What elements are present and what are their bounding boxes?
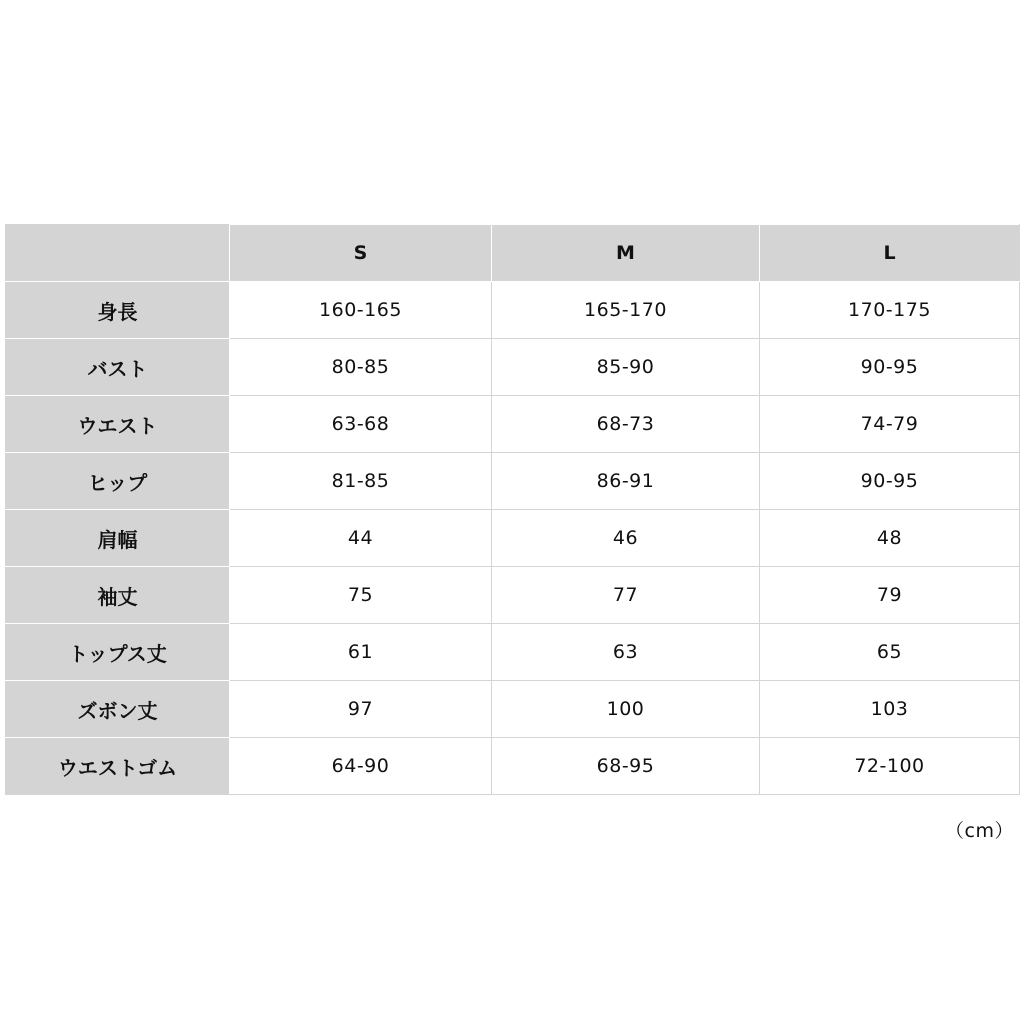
cell-value: 97 xyxy=(230,681,492,738)
cell-value: 48 xyxy=(760,510,1020,567)
cell-value: 44 xyxy=(230,510,492,567)
cell-value: 68-95 xyxy=(492,738,760,795)
row-label-height: 身長 xyxy=(6,282,230,339)
cell-value: 170-175 xyxy=(760,282,1020,339)
header-size-m: M xyxy=(492,225,760,282)
table-row xyxy=(6,339,1020,396)
cell-value: 81-85 xyxy=(230,453,492,510)
cell-value: 79 xyxy=(760,567,1020,624)
table-row xyxy=(6,282,1020,339)
row-label-sleeve-length: 袖丈 xyxy=(6,567,230,624)
table-row xyxy=(6,624,1020,681)
row-label-tops-length: トップス丈 xyxy=(6,624,230,681)
table-row xyxy=(6,567,1020,624)
cell-value: 103 xyxy=(760,681,1020,738)
table-row xyxy=(6,453,1020,510)
row-label-bust: バスト xyxy=(6,339,230,396)
cell-value: 68-73 xyxy=(492,396,760,453)
cell-value: 165-170 xyxy=(492,282,760,339)
cell-value: 61 xyxy=(230,624,492,681)
header-size-l: L xyxy=(760,225,1020,282)
cell-value: 72-100 xyxy=(760,738,1020,795)
cell-value: 160-165 xyxy=(230,282,492,339)
row-label-hip: ヒップ xyxy=(6,453,230,510)
row-label-shoulder-width: 肩幅 xyxy=(6,510,230,567)
cell-value: 90-95 xyxy=(760,453,1020,510)
cell-value: 80-85 xyxy=(230,339,492,396)
table-row xyxy=(6,396,1020,453)
cell-value: 90-95 xyxy=(760,339,1020,396)
cell-value: 64-90 xyxy=(230,738,492,795)
cell-value: 65 xyxy=(760,624,1020,681)
cell-value: 63-68 xyxy=(230,396,492,453)
cell-value: 63 xyxy=(492,624,760,681)
row-label-pants-length: ズボン丈 xyxy=(6,681,230,738)
header-size-s: S xyxy=(230,225,492,282)
size-chart-table xyxy=(5,224,1020,795)
row-label-waist: ウエスト xyxy=(6,396,230,453)
cell-value: 85-90 xyxy=(492,339,760,396)
cell-value: 74-79 xyxy=(760,396,1020,453)
cell-value: 46 xyxy=(492,510,760,567)
header-corner-cell xyxy=(6,225,230,282)
header-row xyxy=(6,225,1020,282)
unit-note: （cm） xyxy=(945,820,1014,842)
cell-value: 77 xyxy=(492,567,760,624)
cell-value: 86-91 xyxy=(492,453,760,510)
table-row xyxy=(6,738,1020,795)
row-label-waist-elastic: ウエストゴム xyxy=(6,738,230,795)
table-row xyxy=(6,681,1020,738)
table-row xyxy=(6,510,1020,567)
cell-value: 100 xyxy=(492,681,760,738)
cell-value: 75 xyxy=(230,567,492,624)
